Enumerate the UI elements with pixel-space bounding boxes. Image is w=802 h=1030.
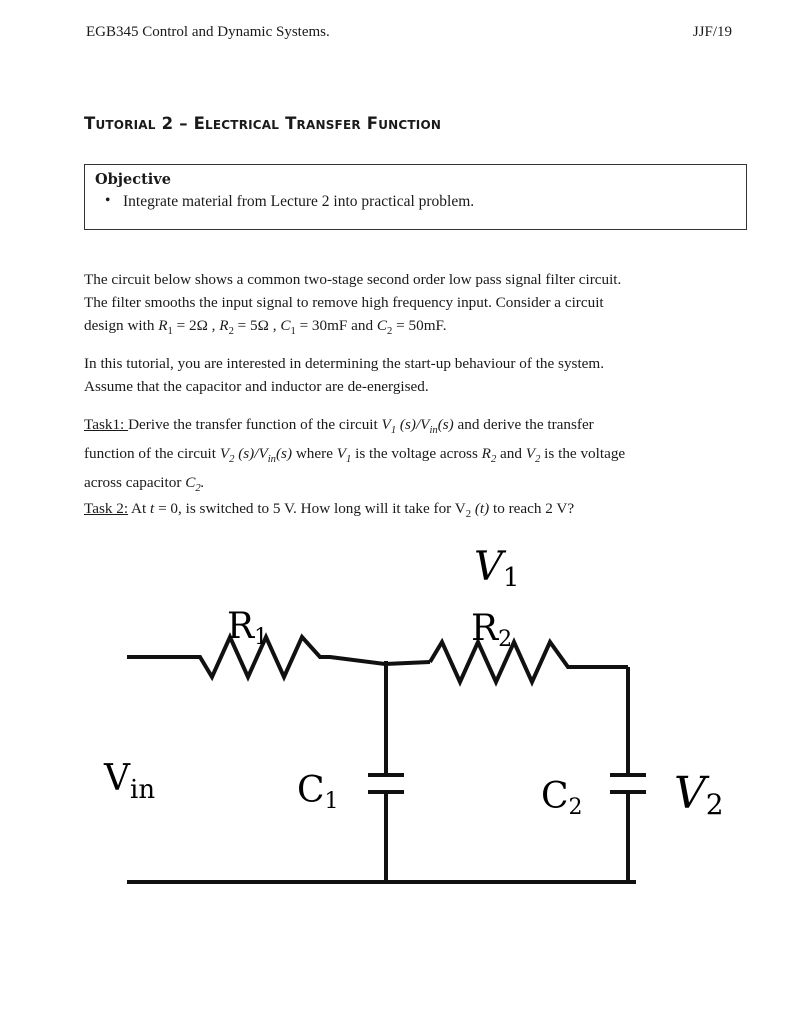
r2-sub: 2 [228,326,234,338]
task1-r2: R [481,445,491,463]
task2-label: Task 2: [84,500,129,517]
page-title: Tutorial 2 – Electrical Transfer Function [84,114,442,133]
task1-c2-sub: 2 [195,483,201,495]
r2-label: R2 [471,608,513,652]
tf2-end: (s) [276,445,293,463]
r2-symbol: R [219,317,229,334]
objective-box [84,164,747,230]
task1-text-g: is the voltage [540,445,626,463]
c2-symbol: C [376,317,388,334]
task1-text-h: across capacitor [84,474,186,492]
c1-sub: 1 [290,326,296,338]
tf1-sub: 1 [390,425,397,437]
tf2-sub: 2 [229,454,235,466]
r2-value: = 5Ω , [233,317,281,334]
task2-text-d: to reach 2 V? [489,500,575,517]
task1-paragraph [84,413,744,500]
intro-paragraph [84,268,744,343]
objective-item [95,193,736,211]
task2-v2-sub: 2 [465,509,472,521]
task1-text-c: function of the circuit [84,445,220,463]
r1-value: = 2Ω , [172,317,220,334]
v2-symbol: V [525,445,536,463]
tf2-v: V [219,445,230,463]
task1-text-b: and derive the transfer [453,416,594,433]
r1-sub: 1 [167,326,173,338]
task1-c2: C [185,474,196,492]
v1-sub: 1 [346,454,352,466]
header-code: JJF/19 [692,24,732,40]
task1-r2-sub: 2 [490,454,497,466]
v2-sub: 2 [535,454,541,466]
task1-text: Derive the transfer function of the circuit [128,416,382,433]
r1-label: R1 [227,606,269,650]
intro-line-2: The filter smooths the input signal to remove high frequency input. Consider a circuit [84,294,604,311]
objective-heading: Objective [95,171,171,188]
c2-sub: 2 [387,326,393,338]
task1-text-e: is the voltage across [351,445,482,463]
task1-text-d: where [292,445,337,463]
tf1-v: V [381,416,391,433]
v1-label: V1 [474,544,520,593]
task2-t: t [150,500,155,517]
c1-symbol: C [280,317,291,334]
task2-text-b: = 0, is switched to 5 V. How long will it take for V [154,500,466,517]
intro-line-1: The circuit below shows a common two-stage second order low pass signal filter circuit. [84,271,622,288]
startup-line-2: Assume that the capacitor and inductor are de-energised. [84,378,429,395]
task2-text-a: At [128,500,151,517]
task1-label: Task1: [84,416,129,433]
c1-value: = 30mF and [295,317,377,334]
bullet-icon: • [105,192,111,209]
vin-label: $V_{in}$ [104,758,156,805]
tf1-rest: (s)/V [396,416,430,433]
tf1-end: (s) [437,416,454,433]
objective-item-text: Integrate material from Lecture 2 into practical problem. [123,193,475,210]
v2-label: V2 [674,768,724,821]
r2-resistor [430,642,628,682]
task2-t2: (t) [474,500,490,517]
tf2-rest: (s)/V [234,445,268,463]
header-course: EGB345 Control and Dynamic Systems. [86,24,330,40]
circuit-diagram [0,530,802,910]
task1-text-f: and [496,445,526,463]
r1-symbol: R [158,317,168,334]
tf2-in: in [267,454,276,466]
task2-paragraph [84,497,744,526]
c2-value: = 50mF. [392,317,447,334]
intro-line-3: design with [84,317,159,334]
tf1-in: in [429,425,438,437]
v1-symbol: V [336,445,347,463]
task1-text-i: . [200,474,205,492]
c1-label: C1 [297,770,339,814]
c2-label: C2 [541,776,583,820]
startup-line-1: In this tutorial, you are interested in determining the start-up behaviour of the system. [84,355,605,372]
startup-paragraph [84,352,744,398]
